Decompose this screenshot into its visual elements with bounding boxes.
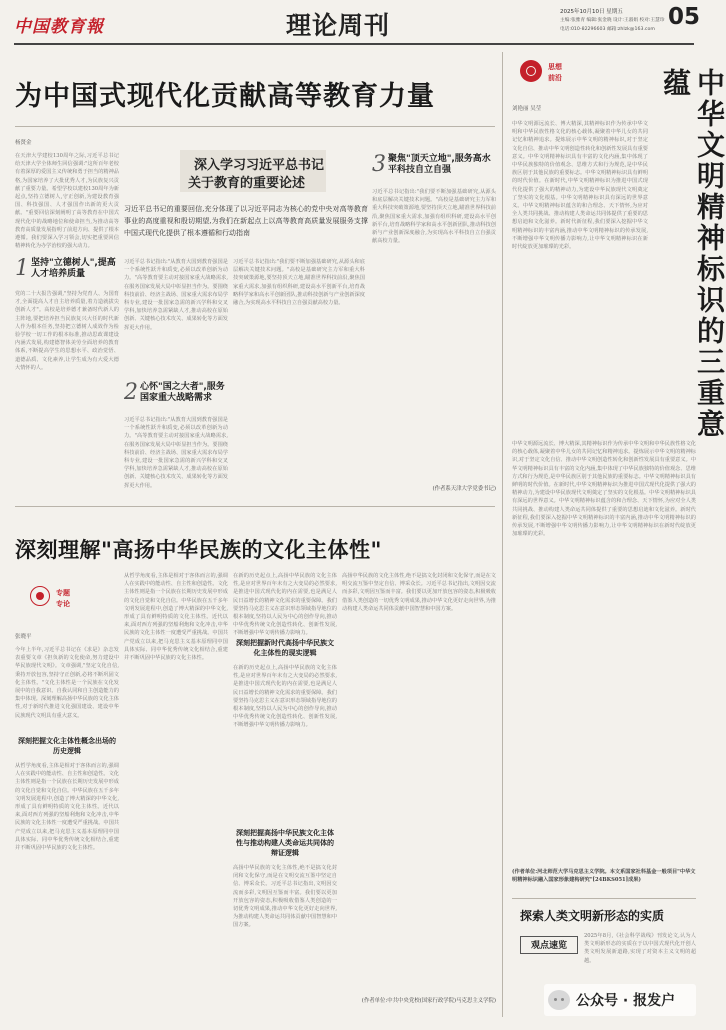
- article-4-text: 2025年8月,《社会科学战线》刊发论文,认为人类文明新形态的实质在于以中国式现代化开创人类文明发展新道路,实现了对资本主义文明的超越。: [584, 933, 696, 964]
- article-2-subheading-2: 深刻把握新时代高扬中华民族文化主体性的现实逻辑: [236, 639, 334, 657]
- wechat-icon-eye-left: [554, 998, 557, 1001]
- article-3-author: 刘艳丽 吴莹: [512, 106, 542, 112]
- article-1-byline: (作者系天津大学党委书记): [432, 486, 496, 492]
- watermark-text: 公众号 · 报发户: [576, 993, 676, 1009]
- article-2-author: 张晓平: [15, 634, 32, 640]
- badge-inner: [526, 66, 536, 76]
- column-divider: [502, 52, 503, 1017]
- subheading-1-number: 1: [15, 256, 29, 281]
- article-4-tag: 观点速览: [520, 936, 578, 954]
- article-2-byline: (作者单位:中共中央党校(国家行政学院)马克思主义学院): [361, 998, 496, 1004]
- article-2-text-c: 在新的历史起点上,高扬中华民族的文化主体性,是应对世界百年未有之大变局的必然要求,是推进中国式现代化的内在需要,也是满足人民日益增长的精神文化需求的重要保障。我们要坚持马克思主义在意识形态领域指导地位的根本制度,坚持以人民为中心的创作导向,推动中华优秀传统文化创造性转化、创新性发展,不断增强中华文明传播力影响力。: [233, 573, 337, 637]
- article-2-text-b2: 从哲学角度看,主体是相对于客体而言的,强调人在实践中的能动性、自主性和创造性。文化主体性则是指一个民族在长期历史发展中形成的文化自觉和文化自信。中华民族在五千多年文明发展进程中,创造了博大精深的中华文化,形成了具有鲜明特质的文化主体性。近代以来,面对西方列强的坚船利炮和文化冲击,中华民族的文化主体性一度遭受严重挑战。中国共产党成立以来,把马克思主义基本原理同中国具体实际、同中华优秀传统文化相结合,重建并不断巩固中华民族的文化主体性。: [124, 573, 228, 662]
- lede-paragraph: 习近平总书记的重要回信,充分体现了以习近平同志为核心的党中央对高等教育事业的高度重视和殷切期望,为我们在新起点上以高等教育高质量发展服务支撑中国式现代化提供了根本遵循和行动指南: [124, 205, 368, 237]
- subheading-2-block: [124, 380, 228, 414]
- subheading-3: 聚焦"顶天立地",服务高水平科技自立自强: [388, 154, 491, 175]
- article-3-byline: (作者单位:河北师范大学马克思主义学院。本文系国家社科基金一般项目"中华文明精神标识融入国家形象建构研究"[24BKS051]成果): [512, 869, 696, 883]
- article-1-text-d1: 习近平总书记指出:"我们要不断加强基础研究,从源头和底层解决关键技术问题。"高校是基础研究主力军和重大科技突破策源地,要坚持顶天立地,瞄准世界科技前沿,聚焦国家重大需求,加强有组织科研,建设高水平创新平台,培育战略科学家和高水平创新团队,推动科技创新与产业创新深度融合,为实现高水平科技自立自强贡献高校力量。: [233, 259, 365, 307]
- headline-divider: [15, 126, 495, 127]
- topic-tag-icon: [30, 586, 50, 606]
- subheading-1-block: [15, 254, 119, 288]
- article-4-divider: [512, 898, 696, 899]
- subheading-3-number: 3: [372, 152, 386, 177]
- article-1-text-d2: 习近平总书记指出:"我们要不断加强基础研究,从源头和底层解决关键技术问题。"高校是基础研究主力军和重大科技突破策源地,要坚持顶天立地,瞄准世界科技前沿,聚焦国家重大需求,加强有组织科研,建设高水平创新平台,培育战略科学家和高水平创新团队,推动科技创新与产业创新深度融合,为实现高水平科技自立自强贡献高校力量。: [372, 189, 496, 245]
- subheading-1: 坚持"立德树人",提高人才培养质量: [31, 258, 116, 279]
- column-label-line-1: 思想: [548, 63, 562, 71]
- article-1-text-c1: 习近平总书记指出:"从教育大国到教育强国是一个系统性跃升和质变,必须以改革创新为动力。"高等教育要主动对接国家重大战略需求,在服务国家发展大局中彰显担当作为。要围绕科技前沿、经济主战场、国家重大需求布局学科专业,建设一批国家急需的新兴学科和交叉学科,加快培养急需紧缺人才,推动高校在原始创新、关键核心技术攻关、成果转化等方面发挥更大作用。: [124, 259, 228, 331]
- wechat-icon-eye-right: [561, 998, 564, 1001]
- editor-credits: 主编:张雅青 编辑:张金晓 设计:王淑娟 校对:王慧珍: [560, 18, 665, 23]
- subheading-2-number: 2: [124, 380, 138, 405]
- article-1-text-a: 在天津大学建校130周年之际,习近平总书记给天津大学全体师生回信强调:"这所百年老校有着深厚的爱国主义传统和勇于担当的精神品格,为国家培养了大批优秀人才,为民族复兴贡献了重要力量。希望学校以建校130周年为新起点,坚持立德树人,守正创新,为建设教育强国、科技强国、人才强国作出新的更大贡献。"重要回信深刻阐明了高等教育在中国式现代化中的战略地位和使命担当,为推动高等教育高质量发展指明了前进方向、提供了根本遵循。我们要深入学习领会,切实把重要回信精神转化为办学治校的强大动力。: [15, 153, 119, 250]
- article-2-text-c2: 在新的历史起点上,高扬中华民族的文化主体性,是应对世界百年未有之大变局的必然要求,是推进中国式现代化的内在需要,也是满足人民日益增长的精神文化需求的重要保障。我们要坚持马克思主义在意识形态领域指导地位的根本制度,坚持以人民为中心的创作导向,推动中华优秀传统文化创造性转化、创新性发展,不断增强中华文明传播力影响力。: [233, 665, 337, 729]
- article-2-text-a: 今年上半年,习近平总书记在《求是》杂志发表重要文章《担负新的文化使命,努力建设中华民族现代文明》。文章强调,"坚定文化自信,秉持开放包容,坚持守正创新,必将不断巩固文化主体性。"文化主体性是一个民族在文化发展中的自我意识、自我认同和自主创造能力的集中体现。深刻理解高扬中华民族的文化主体性,对于新时代推进文化强国建设、建设中华民族现代文明具有重大意义。: [15, 647, 119, 719]
- contact-line: 电话:010-82296603 邮箱:zhlzk@163.com: [560, 27, 655, 32]
- issue-date: 2025年10月10日 星期五: [560, 9, 623, 15]
- kicker-box: [180, 150, 326, 192]
- kicker-line-1: 深入学习习近平总书记: [194, 158, 325, 173]
- article-3-headline: 中华文明精神标识的三重意蕴: [659, 68, 726, 440]
- article-2-text-d: 高扬中华民族的文化主体性,绝不是搞文化封闭和文化保守,而是在文明交流互鉴中坚定自信、博采众长。习近平总书记指出,文明因交流而多彩,文明因互鉴而丰富。我们要以更加开放包容的姿态,积极吸收借鉴人类创造的一切优秀文明成果,推动中华文化更好走向世界,为推动构建人类命运共同体贡献中国智慧和中国方案。: [233, 865, 337, 929]
- article-4-headline: 探索人类文明新形态的实质: [520, 909, 665, 923]
- page-number: 05: [668, 4, 701, 30]
- article-1-text-b: 党的二十大报告强调,"坚持为党育人、为国育才,全面提高人才自主培养质量,着力造就拔尖创新人才"。高校是培养德才兼备时代新人的主阵地,要把培养担当民族复兴大任的时代新人作为根本任务,坚持把立德树人成效作为检验学校一切工作的根本标准,推动思政课建设内涵式发展,构建德智体美劳全面培养的教育体系,不断提高学生的思想水平、政治觉悟、道德品质、文化素养,让学生成为有大爱大德大情怀的人。: [15, 291, 119, 371]
- article-2-col-a: [15, 646, 119, 990]
- article-1-text-c2: 习近平总书记指出:"从教育大国到教育强国是一个系统性跃升和质变,必须以改革创新为动力。"高等教育要主动对接国家重大战略需求,在服务国家发展大局中彰显担当作为。要围绕科技前沿、经济主战场、国家重大需求布局学科专业,建设一批国家急需的新兴学科和交叉学科,加快培养急需紧缺人才,推动高校在原始创新、关键核心技术攻关、成果转化等方面发挥更大作用。: [124, 417, 228, 489]
- article-2-col-d: [342, 572, 496, 1004]
- article-2-subheading-3: 深刻把握高扬中华民族文化主体性与推动构建人类命运共同体的辩证逻辑: [236, 829, 334, 857]
- masthead-divider: [14, 43, 694, 45]
- topic-tag-line-2: 专论: [56, 600, 70, 608]
- article-2-headline: 深刻理解"高扬中华民族的文化主体性": [15, 538, 382, 562]
- article-2-text-d2: 高扬中华民族的文化主体性,绝不是搞文化封闭和文化保守,而是在文明交流互鉴中坚定自信、博采众长。习近平总书记指出,文明因交流而多彩,文明因互鉴而丰富。我们要以更加开放包容的姿态,积极吸收借鉴人类创造的一切优秀文明成果,推动中华文化更好走向世界,为推动构建人类命运共同体贡献中国智慧和中国方案。: [342, 573, 496, 612]
- newspaper-logo: 中国教育報: [14, 17, 104, 37]
- article-2-subheading-1: 深刻把握文化主体性概念出场的历史逻辑: [18, 737, 116, 755]
- article-1-author: 杨贤金: [15, 140, 32, 146]
- article-2-text-b: 从哲学角度看,主体是相对于客体而言的,强调人在实践中的能动性、自主性和创造性。文化主体性则是指一个民族在长期历史发展中形成的文化自觉和文化自信。中华民族在五千多年文明发展进程中,创造了博大精深的中华文化,形成了具有鲜明特质的文化主体性。近代以来,面对西方列强的坚船利炮和文化冲击,中华民族的文化主体性一度遭受严重挑战。中国共产党成立以来,把马克思主义基本原理同中国具体实际、同中华优秀传统文化相结合,重建并不断巩固中华民族的文化主体性。: [15, 763, 119, 852]
- masthead: [0, 0, 707, 44]
- article-1-col-a: [15, 152, 119, 542]
- section-title: 理论周刊: [286, 11, 391, 40]
- column-label-line-2: 前沿: [548, 74, 562, 82]
- subheading-2: 心怀"国之大者",服务国家重大战略需求: [140, 382, 225, 403]
- wechat-icon: [548, 990, 570, 1010]
- subheading-3-block: [372, 152, 496, 182]
- topic-tag-line-1: 专题: [56, 589, 70, 597]
- section-divider: [15, 506, 495, 507]
- tag-dot: [36, 592, 44, 600]
- kicker-line-2: 关于教育的重要论述: [188, 176, 306, 191]
- column-badge-icon: [520, 60, 542, 82]
- article-3-text-top: 中华文明源远流长、博大精深,其精神标识作为传承中华文明和中华民族性格文化的核心载体,凝聚着中华儿女的共同记忆和精神追求。提炼展示中华文明的精神标识,对于坚定文化自信、推动中华文明创造性转化和创新性发展具有重要意义。中华文明精神标识具有丰富的文化内涵,集中体现了中华民族独特的价值观念、思维方式和行为规范,是中华民族区别于其他民族的重要标志。中华文明精神标识具有鲜明的时代价值。在新时代,中华文明精神标识为推进中国式现代化提供了强大的精神动力,为建设中华民族现代文明奠定了坚实的文化根基。中华文明精神标识具有深远的世界意义。中华文明精神标识蕴含的和合理念、天下情怀,为应对全人类共同挑战、推动构建人类命运共同体提供了重要的思想启迪和文化滋养。新时代新征程,我们要深入挖掘中华文明精神标识的丰富内涵,推动中华文明精神标识的传承发展,不断增强中华文明传播力影响力,让中华文明精神标识在新时代绽放更加璀璨的光彩。: [512, 121, 648, 251]
- article-1-headline: 为中国式现代化贡献高等教育力量: [15, 81, 435, 112]
- article-3-text-bottom: 中华文明源远流长、博大精深,其精神标识作为传承中华文明和中华民族性格文化的核心载体,凝聚着中华儿女的共同记忆和精神追求。提炼展示中华文明的精神标识,对于坚定文化自信、推动中华文明创造性转化和创新性发展具有重要意义。中华文明精神标识具有丰富的文化内涵,集中体现了中华民族独特的价值观念、思维方式和行为规范,是中华民族区别于其他民族的重要标志。中华文明精神标识具有鲜明的时代价值。在新时代,中华文明精神标识为推进中国式现代化提供了强大的精神动力,为建设中华民族现代文明奠定了坚实的文化根基。中华文明精神标识具有深远的世界意义。中华文明精神标识蕴含的和合理念、天下情怀,为应对全人类共同挑战、推动构建人类命运共同体提供了重要的思想启迪和文化滋养。新时代新征程,我们要深入挖掘中华文明精神标识的丰富内涵,推动中华文明精神标识的传承发展,不断增强中华文明传播力影响力,让中华文明精神标识在新时代绽放更加璀璨的光彩。: [512, 441, 696, 538]
- article-2-col-c: [233, 572, 337, 1030]
- watermark: [544, 984, 696, 1016]
